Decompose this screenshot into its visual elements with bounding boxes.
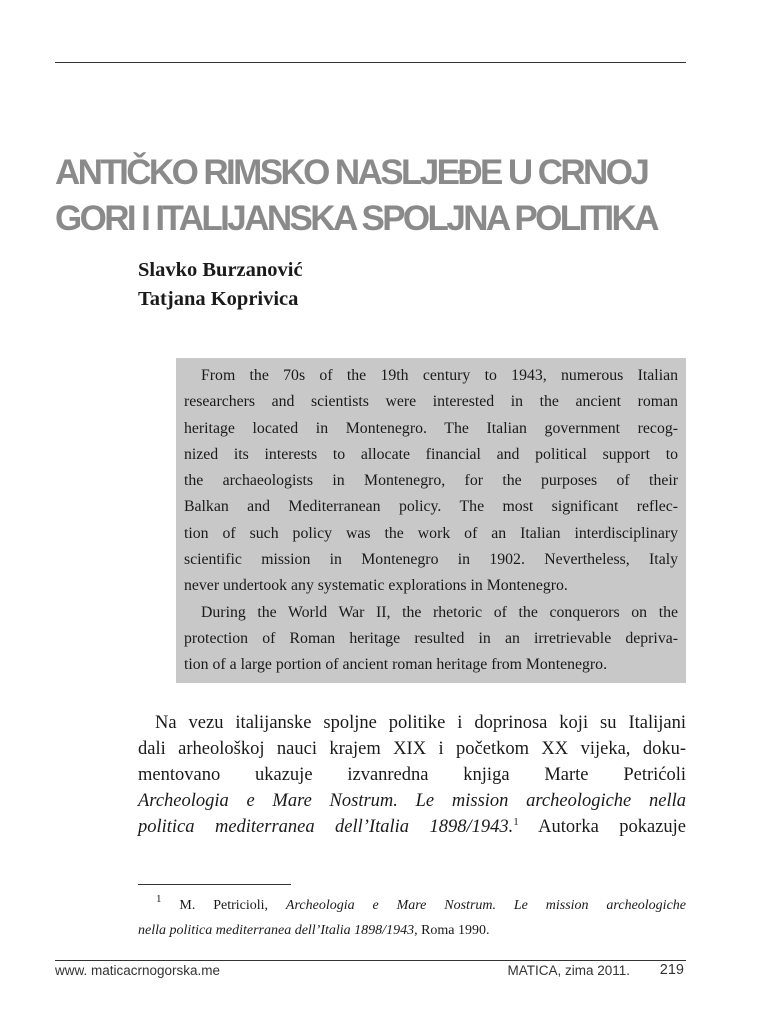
body-line: mentovano ukazuje izvanredna knjiga Marte Petrićoli bbox=[138, 765, 686, 785]
abstract-line: During the World War II, the rhetoric of the conquerors on the bbox=[201, 603, 678, 621]
abstract-box bbox=[176, 358, 686, 683]
body-text bbox=[138, 710, 686, 840]
footer-magazine: MATICA, zima 2011. bbox=[507, 963, 630, 978]
article-title bbox=[55, 150, 695, 242]
abstract-line: tion of such policy was the work of an Italian interdisciplinary bbox=[184, 524, 678, 542]
body-line-rest: Autorka pokazuje bbox=[518, 817, 686, 837]
abstract-line: Balkan and Mediterranean policy. The most significant reflec- bbox=[184, 498, 678, 516]
abstract-line: scientific mission in Montenegro in 1902. Nevertheless, Italy bbox=[184, 551, 678, 569]
author-2: Tatjana Koprivica bbox=[138, 288, 299, 310]
title-line-2: GORI I ITALIJANSKA SPOLJNA POLITIKA bbox=[55, 199, 657, 238]
abstract-line: never undertook any systematic explorations in Montenegro. bbox=[184, 577, 568, 595]
footnote-rest: , Roma 1990. bbox=[414, 923, 490, 938]
footnote-line bbox=[138, 918, 686, 943]
page-number: 219 bbox=[659, 962, 684, 978]
abstract-line: From the 70s of the 19th century to 1943, numerous Italian bbox=[201, 367, 678, 384]
book-title-part1: Archeologia e Mare Nostrum. Le mission archeologiche nella bbox=[138, 791, 686, 811]
abstract-line: tion of a large portion of ancient roman heritage from Montenegro. bbox=[184, 656, 608, 674]
footnote-ref[interactable]: 1 bbox=[513, 816, 519, 828]
title-line-1: ANTIČKO RIMSKO NASLJEĐE U CRNOJ bbox=[55, 153, 648, 192]
footnote-title: Archeologia e Mare Nostrum. Le mission archeologiche bbox=[285, 898, 686, 913]
footnote bbox=[138, 893, 686, 943]
abstract-line: researchers and scientists were interested in the ancient roman bbox=[184, 393, 678, 411]
footnote-title-cont: nella politica mediterranea dell’Italia 1898/1943 bbox=[138, 923, 415, 938]
body-line: Na vezu italijanske spoljne politike i doprinosa koji su Italijani bbox=[155, 713, 686, 733]
footnote-author: M. Petricioli, bbox=[161, 898, 286, 913]
abstract-line: protection of Roman heritage resulted in an irretrievable depriva- bbox=[184, 629, 678, 647]
body-line: dali arheološkoj nauci krajem XIX i početkom XX vijeka, doku- bbox=[138, 739, 686, 759]
abstract-line: the archaeologists in Montenegro, for the purposes of their bbox=[184, 472, 678, 490]
abstract-line: heritage located in Montenegro. The Italian government recog- bbox=[184, 419, 678, 437]
body-line-italic bbox=[138, 788, 686, 814]
header-rule bbox=[55, 62, 686, 63]
footnote-line bbox=[138, 893, 686, 918]
authors bbox=[138, 256, 303, 314]
footer-website[interactable]: www. maticacrnogorska.me bbox=[55, 963, 221, 978]
book-title-part2: politica mediterranea dell’Italia 1898/1943. bbox=[138, 817, 514, 837]
footnote-rule bbox=[138, 884, 291, 885]
footer-rule bbox=[55, 960, 686, 961]
abstract-line: nized its interests to allocate financial and political support to bbox=[184, 445, 678, 463]
author-1: Slavko Burzanović bbox=[138, 259, 303, 281]
body-line bbox=[138, 814, 686, 840]
footnote-number: 1 bbox=[156, 893, 162, 905]
